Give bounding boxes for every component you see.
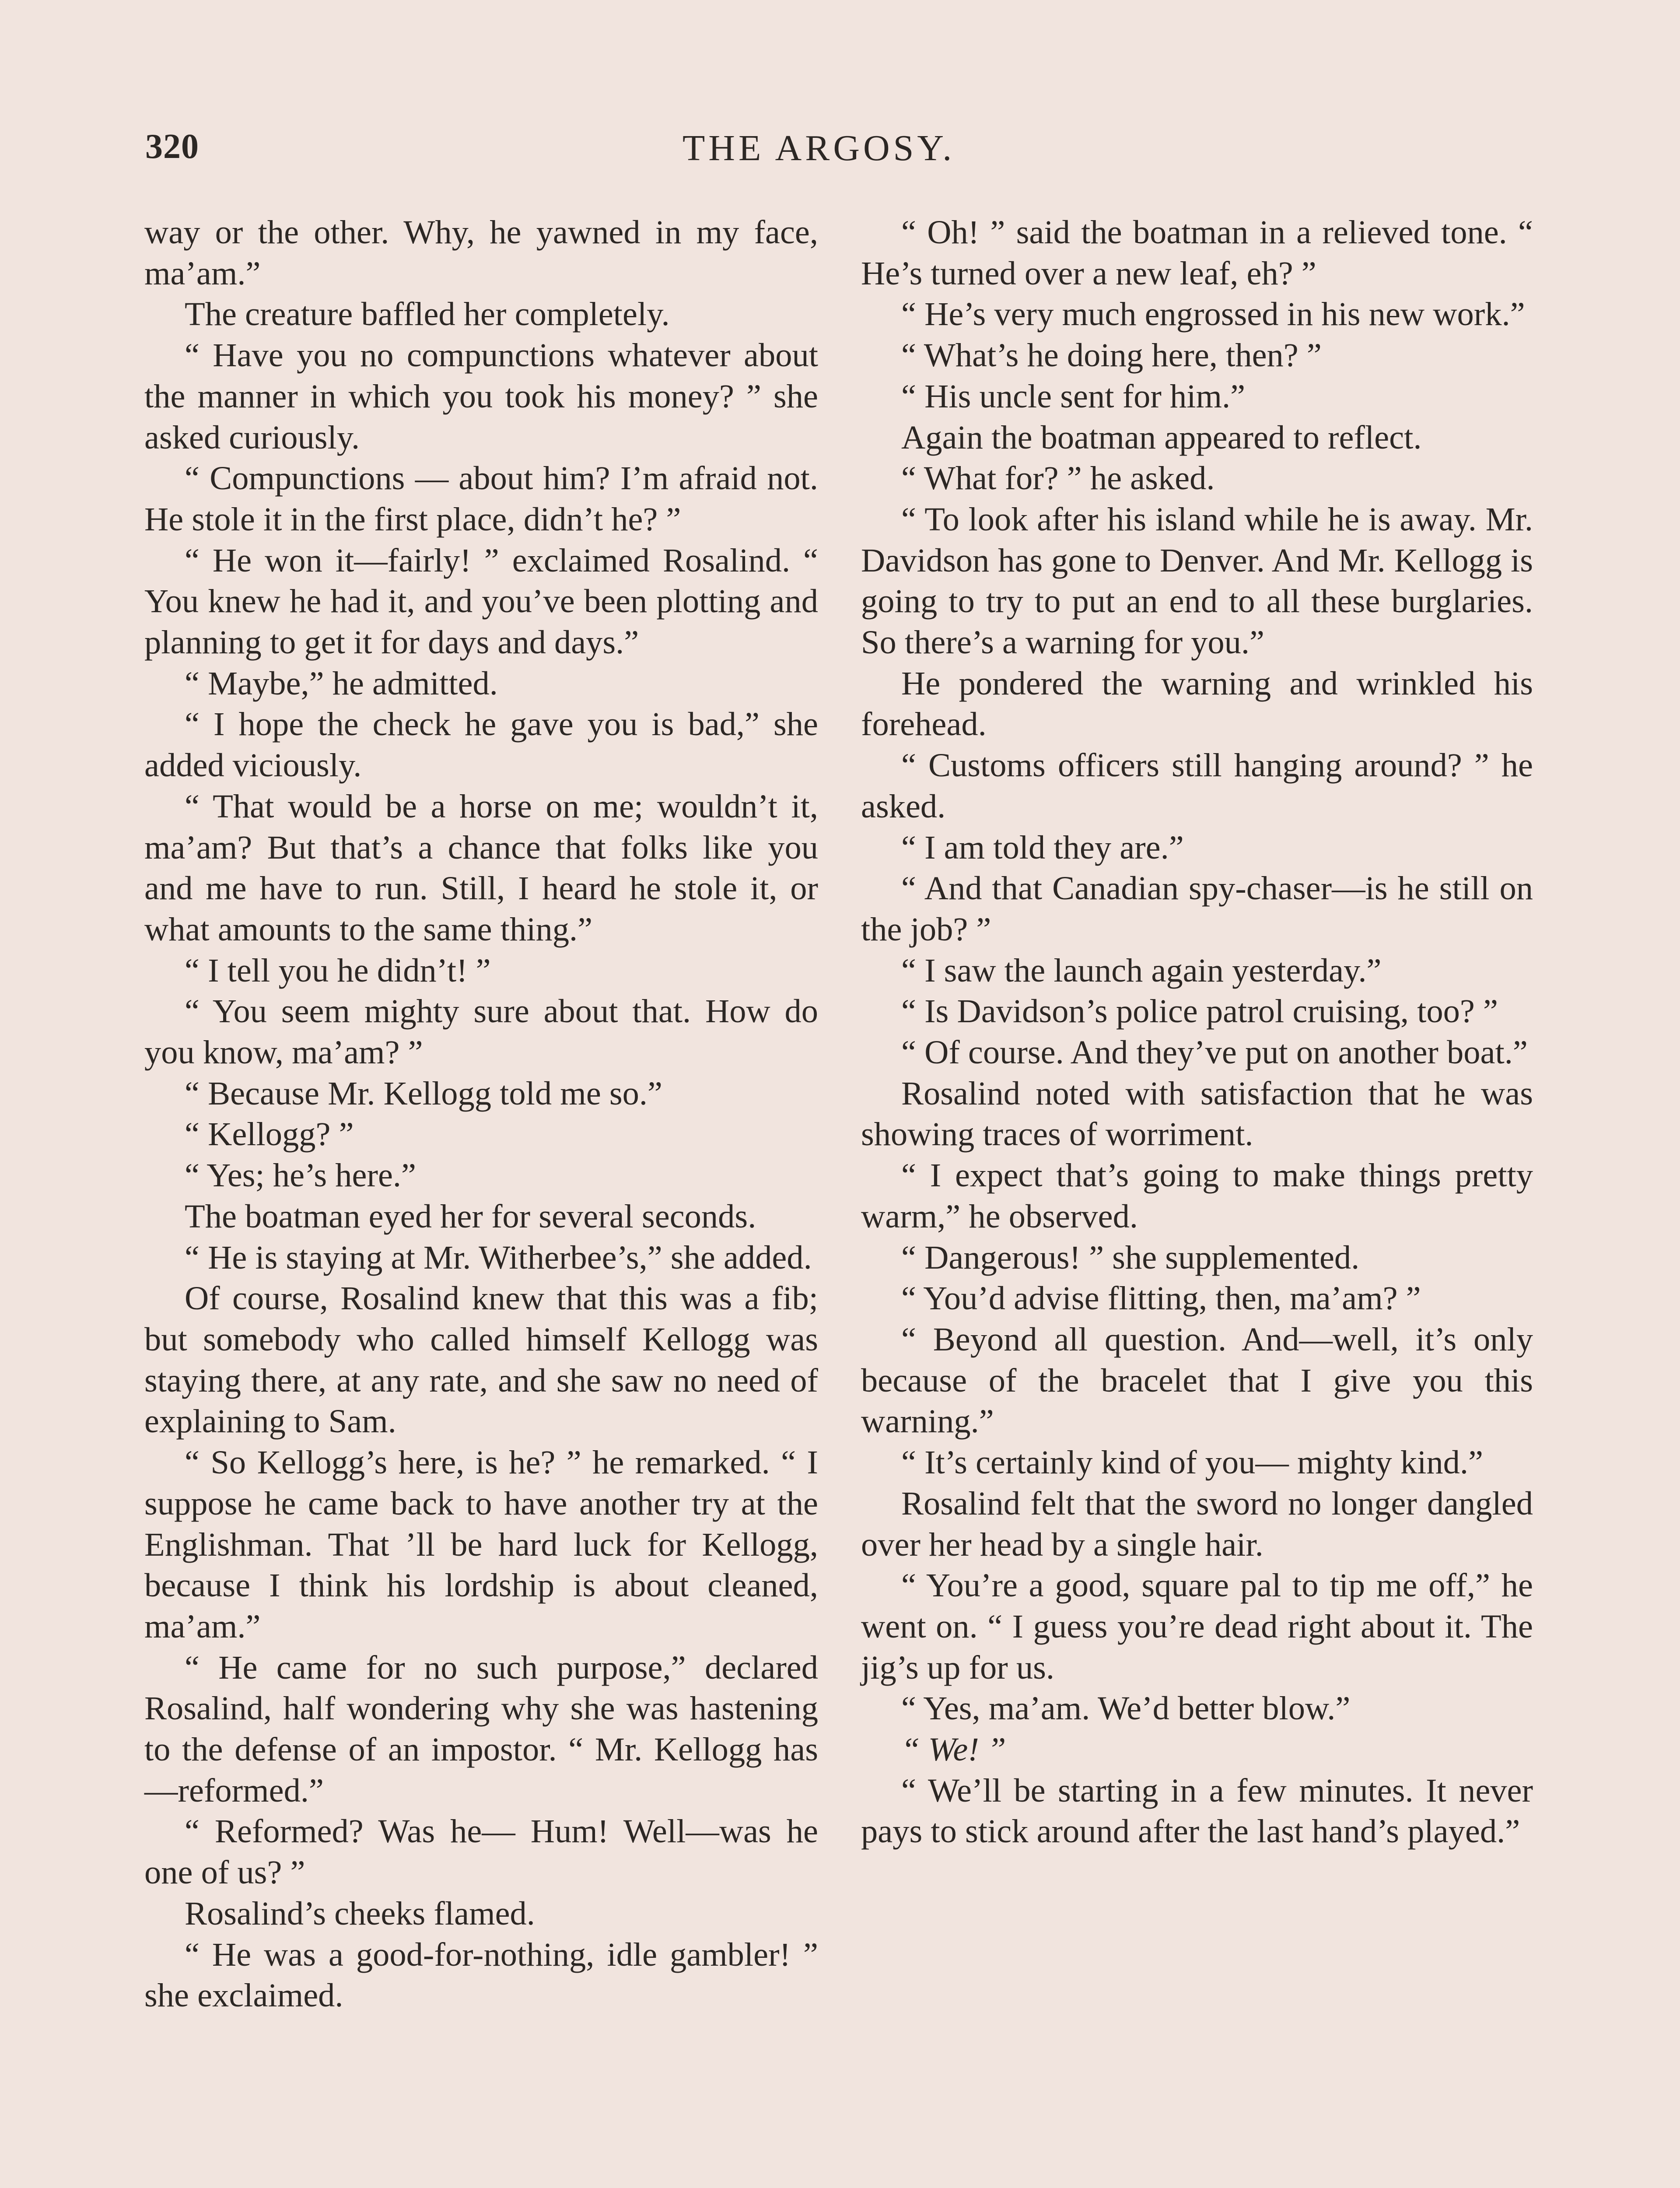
paragraph: “ Yes, ma’am. We’d better blow.” bbox=[901, 1690, 1351, 1727]
paragraph: “ We’ll be starting in a few minutes. It never pays to stick around after the last hand’s played.” bbox=[861, 1771, 1533, 1850]
paragraph: “ Of course. And they’ve put on another boat.” bbox=[901, 1034, 1528, 1071]
paragraph: “ Yes; he’s here.” bbox=[185, 1157, 416, 1194]
paragraph: “ He was a good-for-nothing, idle gambler! ” she exclaimed. bbox=[144, 1936, 818, 2014]
paragraph: “ His uncle sent for him.” bbox=[901, 377, 1246, 415]
paragraph: “ Oh! ” said the boatman in a relieved tone. “ He’s turned over a new leaf, eh? ” bbox=[861, 214, 1533, 292]
paragraph: “ You’re a good, square pal to tip me off,” he went on. “ I guess you’re dead right about it. The jig’s up for us. bbox=[861, 1567, 1533, 1686]
paragraph: “ I saw the launch again yesterday.” bbox=[901, 951, 1382, 989]
page-header bbox=[0, 127, 1680, 193]
paragraph: “ He came for no such purpose,” declared Rosalind, half wondering why she was hastening to the defense of an impostor. “ Mr. Kellogg has—reformed.” bbox=[144, 1648, 818, 1809]
paragraph: Of course, Rosalind knew that this was a fib; but somebody who called himself Kellogg was staying there, at any rate, and she saw no need of explaining to Sam. bbox=[144, 1280, 818, 1440]
paragraph: “ And that Canadian spy-chaser—is he still on the job? ” bbox=[861, 870, 1533, 948]
page-number: 320 bbox=[145, 127, 199, 166]
paragraph: “ I am told they are.” bbox=[901, 828, 1184, 866]
paragraph: “ Beyond all question. And—well, it’s only because of the bracelet that I give you this warning.” bbox=[861, 1320, 1533, 1440]
paragraph: “ Reformed? Was he— Hum! Well—was he one of us? ” bbox=[144, 1813, 818, 1891]
paragraph: “ That would be a horse on me; wouldn’t it, ma’am? But that’s a chance that folks like you and me have to run. Still, I heard he stole it, or what amounts to the same thing.” bbox=[144, 787, 818, 948]
paragraph: “ It’s certainly kind of you— mighty kind.” bbox=[901, 1444, 1484, 1481]
paragraph: Rosalind noted with satisfaction that he was showing traces of worriment. bbox=[861, 1074, 1533, 1153]
paragraph: “ I tell you he didn’t! ” bbox=[185, 951, 491, 989]
paragraph: “ Is Davidson’s police patrol cruising, too? ” bbox=[901, 992, 1498, 1030]
left-column bbox=[144, 212, 818, 2016]
paragraph: The boatman eyed her for several seconds. bbox=[185, 1197, 756, 1235]
paragraph: “ You seem mighty sure about that. How do you know, ma’am? ” bbox=[144, 992, 818, 1071]
right-column bbox=[861, 212, 1533, 1852]
running-title: THE ARGOSY. bbox=[682, 128, 956, 168]
paragraph: “ Maybe,” he admitted. bbox=[185, 664, 498, 702]
paragraph: “ I hope the check he gave you is bad,” she added viciously. bbox=[144, 705, 818, 784]
paragraph: “ Compunctions — about him? I’m afraid not. He stole it in the first place, didn’t he? ” bbox=[144, 459, 818, 538]
paragraph: Rosalind’s cheeks flamed. bbox=[185, 1894, 535, 1932]
paragraph: “ Dangerous! ” she supplemented. bbox=[901, 1238, 1360, 1276]
paragraph: “ You’d advise flitting, then, ma’am? ” bbox=[901, 1280, 1421, 1317]
paragraph: “ Because Mr. Kellogg told me so.” bbox=[185, 1074, 662, 1112]
paragraph: “ Have you no compunctions whatever about the manner in which you took his money? ” she asked curiously. bbox=[144, 337, 818, 456]
paragraph: Again the boatman appeared to reflect. bbox=[901, 418, 1422, 456]
paragraph: “ What’s he doing here, then? ” bbox=[901, 337, 1322, 374]
paragraph: “ Customs officers still hanging around? ” he asked. bbox=[861, 747, 1533, 825]
paragraph: He pondered the warning and wrinkled his forehead. bbox=[861, 664, 1533, 743]
paragraph: The creature baffled her completely. bbox=[185, 295, 670, 333]
paragraph: “ What for? ” he asked. bbox=[901, 459, 1215, 497]
paragraph: “ He’s very much engrossed in his new work.” bbox=[901, 295, 1525, 333]
paragraph: “ To look after his island while he is away. Mr. Davidson has gone to Denver. And Mr. Kellogg is going to try to put an end to all these burglaries. So there’s a warning for you.” bbox=[861, 500, 1533, 661]
paragraph: “ He is staying at Mr. Witherbee’s,” she added. bbox=[185, 1238, 812, 1276]
paragraph: “ We! ” bbox=[901, 1731, 1006, 1768]
paragraph: Rosalind felt that the sword no longer dangled over her head by a single hair. bbox=[861, 1484, 1533, 1563]
paragraph: “ He won it—fairly! ” exclaimed Rosalind. “ You knew he had it, and you’ve been plotting and planning to get it for days and days.” bbox=[144, 541, 818, 661]
paragraph: “ Kellogg? ” bbox=[185, 1115, 354, 1153]
paragraph: “ So Kellogg’s here, is he? ” he remarked. “ I suppose he came back to have another try at the Englishman. That ’ll be hard luck for Kellogg, because I think his lordship is about cleaned, ma’am.” bbox=[144, 1444, 818, 1645]
paragraph: “ I expect that’s going to make things pretty warm,” he observed. bbox=[861, 1157, 1533, 1235]
paragraph: way or the other. Why, he yawned in my face, ma’am.” bbox=[144, 214, 818, 292]
